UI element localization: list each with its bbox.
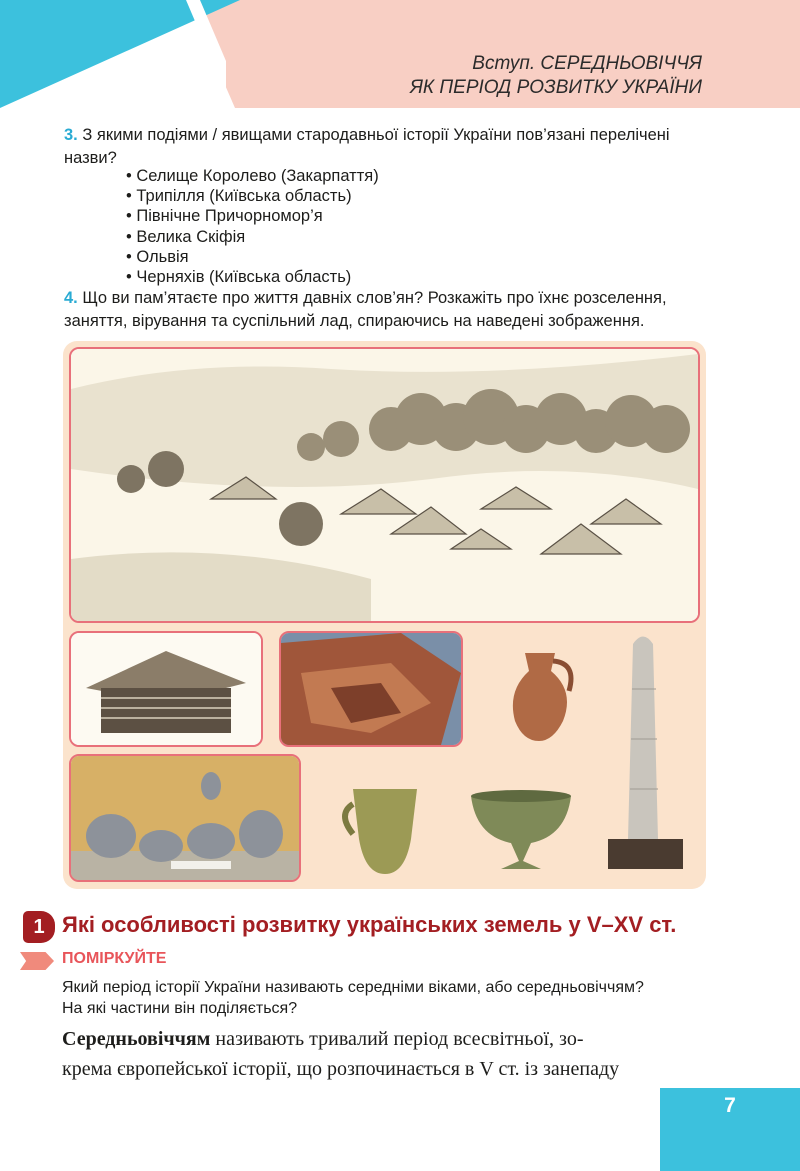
running-header: Вступ. СЕРЕДНЬОВІЧЧЯ ЯК ПЕРІОД РОЗВИТКУ УКРАЇНИ [409, 53, 702, 98]
section-number: 1 [23, 911, 55, 943]
question-3: 3. З якими подіями / явищами стародавньої історії України пов’язані перелічені назви? [64, 126, 670, 167]
list-item: • Черняхів (Київська область) [126, 267, 379, 287]
think-label: ПОМІРКУЙТЕ [62, 950, 167, 967]
term: Середньовіччям [62, 1028, 211, 1050]
village-illustration [69, 347, 700, 623]
excavation-photo [279, 631, 463, 747]
think-question: Який період історії України називають середніми віками, або середньовіччям? На які частини він поділяється? [62, 979, 644, 1017]
museum-pottery [69, 754, 301, 882]
section-title: Які особливості розвитку українських земель у V–XV ст. [62, 912, 677, 937]
stone-idol [598, 629, 693, 874]
list-item: • Селище Королево (Закарпаття) [126, 166, 379, 186]
page-number-box [660, 1088, 800, 1171]
list-item: • Північне Причорномор’я [126, 206, 379, 226]
list-item: • Трипілля (Київська область) [126, 186, 379, 206]
question-4: 4. Що ви пам’ятаєте про життя давніх слов’ян? Розкажіть про їхнє розселення, заняття, вірування та суспільний лад, спираючись на наведені зображення. [64, 289, 667, 330]
page-number: 7 [724, 1094, 736, 1117]
list-item: • Велика Скіфія [126, 227, 379, 247]
places-list [126, 166, 379, 287]
image-gallery [63, 341, 706, 889]
green-cup [335, 779, 435, 879]
green-bowl [461, 781, 581, 876]
clay-jug [503, 641, 583, 751]
log-house-drawing [69, 631, 263, 747]
list-item: • Ольвія [126, 247, 379, 267]
body-paragraph: Середньовіччям називають тривалий період всесвітньої, зо- крема європейської історії, що розпочинається в V ст. із занепаду [62, 1028, 620, 1080]
arrow-icon [20, 952, 54, 970]
